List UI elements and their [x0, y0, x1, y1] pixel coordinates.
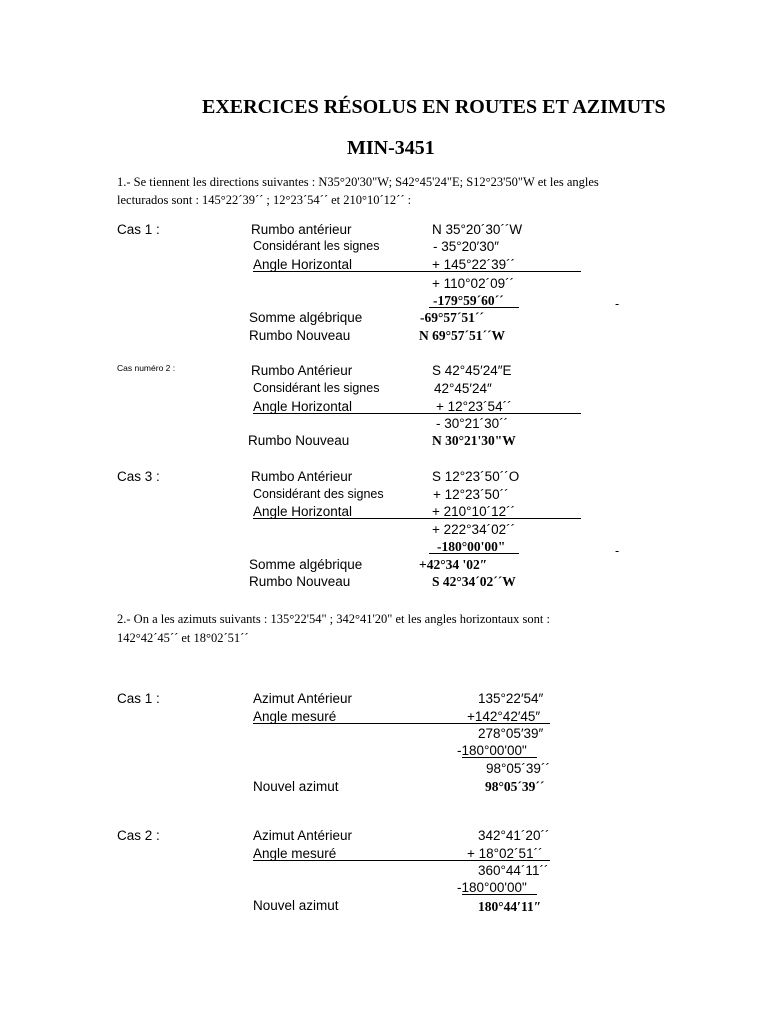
ex1-cas1-signes-value: - 35°20′30″: [433, 239, 500, 254]
ex1-cas3-rumbo-anterieur-label: Rumbo Antérieur: [251, 469, 353, 484]
ex1-cas3-subtract-rule: [429, 553, 519, 554]
ex1-cas2-rumbo-anterieur-label: Rumbo Antérieur: [251, 363, 353, 378]
ex2-cas2-nouvel-azimut-value: 180°44′11″: [478, 899, 542, 914]
ex1-cas3-angle-label: Angle Horizontal: [253, 504, 353, 519]
ex1-cas2-rumbo-anterieur-value: S 42°45′24″E: [432, 363, 512, 378]
ex1-cas2-sum-rule: [253, 413, 581, 414]
ex2-cas1-subtract-rule: [462, 757, 537, 758]
ex1-cas2-label: Cas numéro 2 :: [117, 363, 176, 373]
ex1-cas2-rumbo-nouveau-value: N 30°21'30"W: [432, 433, 516, 448]
ex1-cas3-angle-value: + 210°10´12´´: [432, 504, 516, 519]
ex2-cas2-partial-sum: 360°44´11´´: [478, 863, 549, 878]
ex2-cas2-azimut-anterieur-label: Azimut Antérieur: [253, 828, 353, 843]
ex2-cas2-azimut-anterieur-value: 342°41´20´´: [478, 828, 550, 843]
ex1-cas3-stray-dash: -: [615, 544, 620, 558]
ex2-cas1-subtract-value: -180°00'00": [457, 743, 527, 758]
ex1-cas3-rumbo-nouveau-label: Rumbo Nouveau: [249, 574, 351, 589]
ex2-cas1-label: Cas 1 :: [117, 691, 160, 706]
ex1-cas2-angle-value: + 12°23´54´´: [436, 399, 512, 414]
ex1-cas1-rumbo-anterieur-label: Rumbo antérieur: [251, 222, 352, 237]
ex1-cas1-rumbo-anterieur-value: N 35°20´30´´W: [432, 222, 523, 237]
exercise-2-statement-line-1: 2.- On a les azimuts suivants : 135°22'54" ; 342°41'20" et les angles horizontaux sont :: [117, 612, 550, 626]
ex1-cas3-subtract-value: -180°00'00": [437, 539, 506, 554]
course-code: MIN-3451: [347, 137, 435, 159]
ex2-cas2-angle-label: Angle mesuré: [253, 846, 337, 861]
ex2-cas1-azimut-anterieur-value: 135°22′54″: [478, 691, 544, 706]
ex2-cas1-partial-sum: 278°05′39″: [478, 726, 544, 741]
ex1-cas2-signes-label: Considérant les signes: [253, 381, 380, 395]
ex2-cas2-angle-value: + 18°02´51´´: [467, 846, 543, 861]
ex1-cas3-label: Cas 3 :: [117, 469, 160, 484]
ex1-cas2-result: - 30°21´30´´: [436, 416, 509, 431]
exercise-1-statement-line-2: lecturados sont : 145°22´39´´ ; 12°23´54´´ et 210°10´12´´ :: [117, 193, 412, 207]
ex1-cas1-somme-value: -69°57´51´´: [420, 310, 484, 325]
ex1-cas2-angle-label: Angle Horizontal: [253, 399, 353, 414]
ex2-cas1-nouvel-azimut-label: Nouvel azimut: [253, 779, 339, 794]
ex2-cas1-result: 98°05´39´´: [486, 761, 550, 776]
ex1-cas3-signes-label: Considérant des signes: [253, 487, 384, 501]
document-title: EXERCICES RÉSOLUS EN ROUTES ET AZIMUTS: [202, 96, 666, 118]
ex1-cas3-rumbo-nouveau-value: S 42°34´02´´W: [432, 574, 516, 589]
ex1-cas3-signes-value: + 12°23´50´´: [433, 487, 509, 502]
ex1-cas1-partial-sum: + 110°02´09´´: [432, 276, 515, 291]
ex2-cas1-sum-rule: [253, 723, 550, 724]
ex1-cas3-rumbo-anterieur-value: S 12°23´50´´O: [432, 469, 520, 484]
ex2-cas2-subtract-rule: [462, 894, 537, 895]
ex1-cas3-somme-value: +42°34 '02″: [419, 557, 488, 572]
ex2-cas1-angle-value: +142°42′45″: [467, 709, 541, 724]
ex1-cas3-partial-sum: + 222°34´02´´: [432, 522, 516, 537]
ex1-cas1-rumbo-nouveau-value: N 69°57´51´´W: [419, 328, 506, 343]
ex1-cas1-signes-label: Considérant les signes: [253, 239, 380, 253]
ex1-cas2-rumbo-nouveau-label: Rumbo Nouveau: [248, 433, 350, 448]
ex1-cas3-somme-label: Somme algébrique: [249, 557, 363, 572]
ex1-cas1-somme-label: Somme algébrique: [249, 310, 363, 325]
ex1-cas1-subtract-rule: [429, 307, 519, 308]
ex2-cas2-subtract-value: -180°00'00": [457, 880, 527, 895]
ex1-cas1-angle-label: Angle Horizontal: [253, 257, 353, 272]
ex2-cas1-angle-label: Angle mesuré: [253, 709, 337, 724]
ex1-cas2-signes-value: 42°45′24″: [434, 381, 492, 396]
ex1-cas1-subtract-value: -179°59´60´´: [433, 293, 504, 308]
exercise-2-statement-line-2: 142°42´45´´ et 18°02´51´´: [117, 631, 249, 645]
ex2-cas2-sum-rule: [253, 860, 550, 861]
ex1-cas1-stray-dash: -: [615, 297, 620, 311]
ex2-cas2-label: Cas 2 :: [117, 828, 160, 843]
ex2-cas2-nouvel-azimut-label: Nouvel azimut: [253, 898, 339, 913]
ex1-cas1-rumbo-nouveau-label: Rumbo Nouveau: [249, 328, 351, 343]
ex1-cas3-sum-rule: [253, 518, 581, 519]
ex1-cas1-sum-rule: [253, 271, 581, 272]
ex2-cas1-nouvel-azimut-value: 98°05´39´´: [485, 779, 545, 794]
ex2-cas1-azimut-anterieur-label: Azimut Antérieur: [253, 691, 353, 706]
exercise-1-statement-line-1: 1.- Se tiennent les directions suivantes : N35°20'30"W; S42°45'24"E; S12°23'50"W et les angles: [117, 175, 599, 189]
ex1-cas1-label: Cas 1 :: [117, 222, 160, 237]
ex1-cas1-angle-value: + 145°22´39´´: [432, 257, 516, 272]
